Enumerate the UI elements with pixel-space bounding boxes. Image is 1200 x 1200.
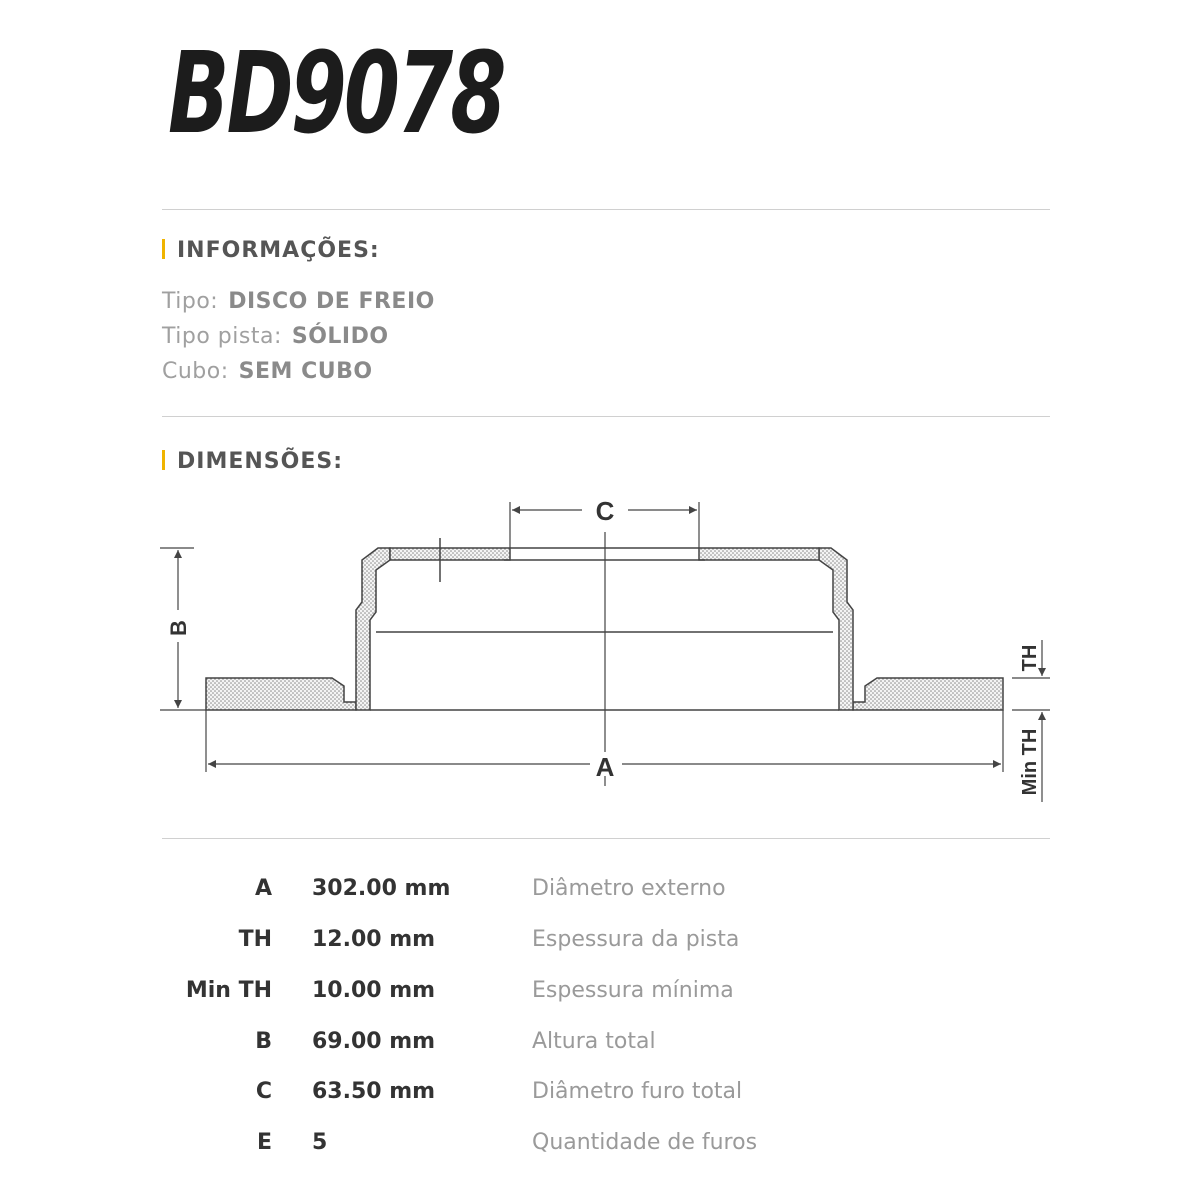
c-label: C	[595, 496, 615, 526]
info-row-tipo-pista	[162, 324, 389, 349]
spec-code: A	[254, 876, 272, 901]
spec-row-c	[0, 1079, 1200, 1119]
spec-desc: Quantidade de furos	[532, 1130, 758, 1155]
th-label: TH	[1019, 644, 1041, 672]
spec-value: 63.50 mm	[312, 1079, 436, 1104]
spec-value: 302.00 mm	[312, 876, 451, 901]
b-label: B	[166, 620, 191, 636]
spec-code: Min TH	[185, 978, 272, 1003]
spec-desc: Diâmetro externo	[532, 876, 726, 901]
accent-bar	[162, 450, 165, 470]
right-hat-wall	[819, 548, 853, 710]
top-plate-right	[699, 548, 819, 560]
spec-value: 69.00 mm	[312, 1029, 436, 1054]
info-heading-label: INFORMAÇÕES:	[177, 238, 380, 263]
info-key: Tipo pista:	[162, 324, 282, 349]
spec-row-a	[0, 876, 1200, 916]
info-value: SEM CUBO	[238, 359, 373, 384]
spec-desc: Altura total	[532, 1029, 656, 1054]
top-plate-left	[390, 548, 510, 560]
spec-code: TH	[238, 927, 272, 952]
info-value: SÓLIDO	[291, 324, 389, 349]
accent-bar	[162, 239, 165, 259]
info-value: DISCO DE FREIO	[228, 289, 435, 314]
info-heading	[162, 238, 380, 263]
spec-code: B	[255, 1029, 272, 1054]
spec-desc: Diâmetro furo total	[532, 1079, 743, 1104]
min-th-label: Min TH	[1019, 728, 1041, 796]
a-label: A	[595, 752, 615, 782]
spec-row-th	[0, 927, 1200, 967]
spec-row-e	[0, 1130, 1200, 1170]
spec-value: 12.00 mm	[312, 927, 436, 952]
divider	[162, 838, 1050, 839]
part-number-title: BD9078	[168, 29, 504, 159]
left-friction-ring	[206, 678, 356, 710]
spec-code: C	[255, 1079, 272, 1104]
spec-desc: Espessura da pista	[532, 927, 740, 952]
spec-value: 10.00 mm	[312, 978, 436, 1003]
info-key: Cubo:	[162, 359, 229, 384]
divider	[162, 209, 1050, 210]
info-key: Tipo:	[162, 289, 219, 314]
spec-row-min-th	[0, 978, 1200, 1018]
right-friction-ring	[853, 678, 1003, 710]
divider	[162, 416, 1050, 417]
dim-heading	[162, 449, 343, 474]
brake-disc-cross-section	[150, 490, 1070, 820]
spec-value: 5	[312, 1130, 328, 1155]
info-row-tipo	[162, 289, 435, 314]
spec-desc: Espessura mínima	[532, 978, 734, 1003]
arrow-heads	[174, 506, 1046, 768]
spec-row-b	[0, 1029, 1200, 1069]
info-row-cubo	[162, 359, 373, 384]
spec-code: E	[256, 1130, 272, 1155]
left-hat-wall	[356, 548, 390, 710]
dim-heading-label: DIMENSÕES:	[177, 449, 343, 474]
